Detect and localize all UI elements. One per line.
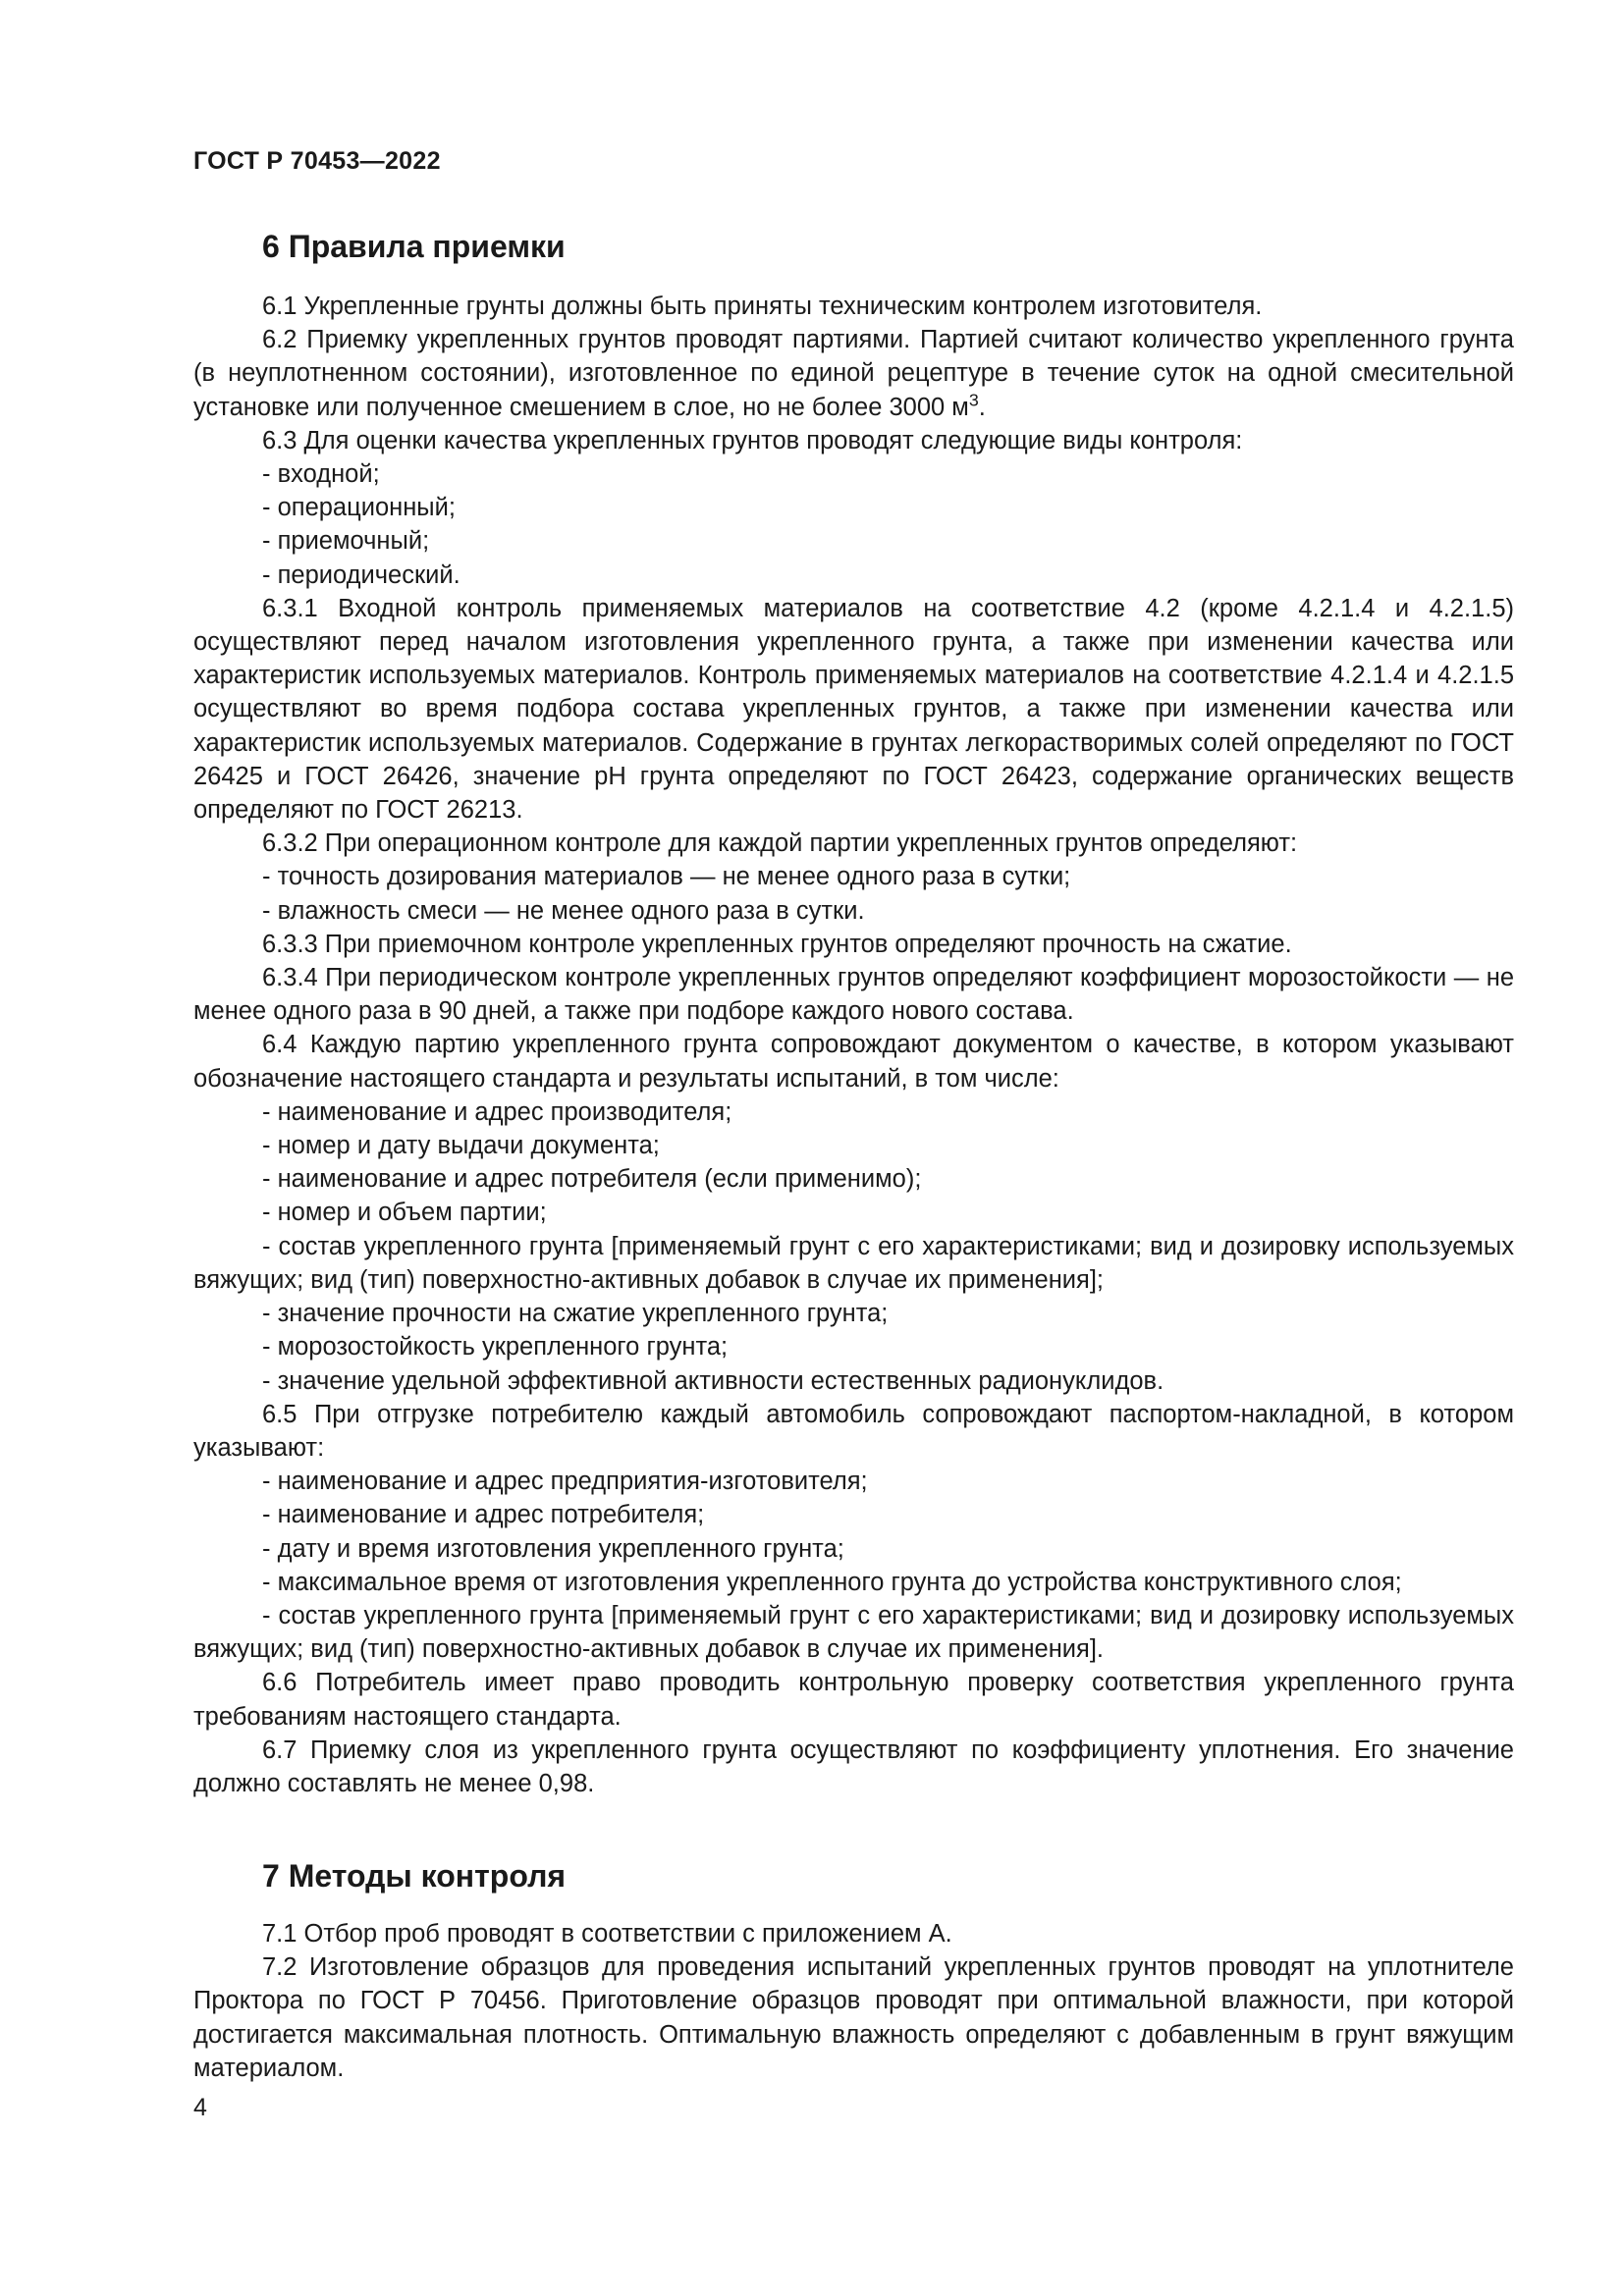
paragraph-6-7: 6.7 Приемку слоя из укрепленного грунта осуществляют по коэффициенту уплотнения. Его значение должно составлять не менее 0,98.	[193, 1735, 1514, 1797]
list-item: - наименование и адрес предприятия-изготовителя;	[262, 1468, 868, 1496]
list-item: - наименование и адрес потребителя;	[262, 1501, 705, 1529]
paragraph-7-1: 7.1 Отбор проб проводят в соответствии с приложением А.	[262, 1920, 952, 1948]
section-7-title: 7 Методы контроля	[262, 1858, 567, 1894]
paragraph-6-5: 6.5 При отгрузке потребителю каждый автомобиль сопровождают паспортом-накладной, в котором указывают:	[193, 1400, 1514, 1462]
paragraph-6-3-3: 6.3.3 При приемочном контроле укрепленных грунтов определяют прочность на сжатие.	[262, 930, 1292, 958]
section-7-body	[193, 1917, 1514, 2085]
list-item: - номер и объем партии;	[262, 1199, 547, 1227]
list-item: - влажность смеси — не менее одного раза в сутки.	[262, 896, 865, 925]
list-item: - наименование и адрес потребителя (если применимо);	[262, 1165, 922, 1194]
list-item: - значение удельной эффективной активности естественных радионуклидов.	[262, 1366, 1164, 1395]
list-item: - состав укрепленного грунта [применяемый грунт с его характеристиками; вид и дозировку используемых вяжущих; вид (тип) поверхностно-активных добавок в случае их применения];	[193, 1232, 1514, 1294]
paragraph-6-2-end: .	[978, 393, 986, 421]
list-item: - наименование и адрес производителя;	[262, 1097, 732, 1126]
paragraph-6-3-4: 6.3.4 При периодическом контроле укрепленных грунтов определяют коэффициент морозостойкости — не менее одного раза в 90 дней, а также при подборе каждого нового состава.	[193, 964, 1514, 1026]
paragraph-6-2-text: 6.2 Приемку укрепленных грунтов проводят партиями. Партией считают количество укрепленного грунта (в неуплотненном состоянии), изготовленное по единой рецептуре в течение суток на одной смесительной установке или полученное смешением в слое, но не более 3000 м	[193, 326, 1514, 421]
list-item: - состав укрепленного грунта [применяемый грунт с его характеристиками; вид и дозировку используемых вяжущих; вид (тип) поверхностно-активных добавок в случае их применения].	[193, 1601, 1514, 1664]
paragraph-6-1: 6.1 Укрепленные грунты должны быть приняты техническим контролем изготовителя.	[262, 293, 1263, 320]
list-item: - точность дозирования материалов — не менее одного раза в сутки;	[262, 863, 1071, 891]
paragraph-6-3: 6.3 Для оценки качества укрепленных грунтов проводят следующие виды контроля:	[262, 426, 1243, 454]
list-item: - входной;	[262, 460, 380, 489]
list-item: - дату и время изготовления укрепленного грунта;	[262, 1534, 844, 1563]
list-item: - значение прочности на сжатие укрепленного грунта;	[262, 1300, 889, 1328]
section-6-title: 6 Правила приемки	[262, 229, 566, 264]
page-number: 4	[193, 2094, 207, 2121]
list-item: - номер и дату выдачи документа;	[262, 1132, 660, 1160]
list-item: - периодический.	[262, 561, 460, 589]
paragraph-6-6: 6.6 Потребитель имеет право проводить контрольную проверку соответствия укрепленного грунта требованиям настоящего стандарта.	[193, 1669, 1514, 1731]
paragraph-6-3-1: 6.3.1 Входной контроль применяемых материалов на соответствие 4.2 (кроме 4.2.1.4 и 4.2.1.5) осуществляют перед началом изготовления укрепленного грунта, а также при изменении качества или характеристик используемых материалов. Контроль применяемых материалов на соответствие 4.2.1.4 и 4.2.1.5 осуществляют во время подбора состава укрепленных грунтов, а также при изменении качества или характеристик используемых материалов. Содержание в грунтах легкорастворимых солей определяют по ГОСТ 26425 и ГОСТ 26426, значение pH грунта определяют по ГОСТ 26423, содержание органических веществ определяют по ГОСТ 26213.	[193, 594, 1514, 825]
list-item: - морозостойкость укрепленного грунта;	[262, 1333, 729, 1362]
list-item: - максимальное время от изготовления укрепленного грунта до устройства конструктивного слоя;	[262, 1568, 1402, 1596]
list-item: - приемочный;	[262, 527, 430, 556]
list-item: - операционный;	[262, 494, 456, 522]
cubic-superscript: 3	[968, 390, 979, 410]
paragraph-6-2	[193, 323, 1514, 424]
paragraph-6-4: 6.4 Каждую партию укрепленного грунта сопровождают документом о качестве, в котором указывают обозначение настоящего стандарта и результаты испытаний, в том числе:	[193, 1031, 1514, 1093]
paragraph-7-2: 7.2 Изготовление образцов для проведения испытаний укрепленных грунтов проводят на уплотнителе Проктора по ГОСТ Р 70456. Приготовление образцов проводят при оптимальной влажности, при которой достигается максимальная плотность. Оптимальную влажность определяют с добавленным в грунт вяжущим материалом.	[193, 1953, 1514, 2082]
paragraph-6-3-2: 6.3.2 При операционном контроле для каждой партии укрепленных грунтов определяют:	[262, 829, 1298, 858]
document-code-header: ГОСТ Р 70453—2022	[193, 147, 441, 175]
section-6-body	[193, 290, 1514, 1800]
